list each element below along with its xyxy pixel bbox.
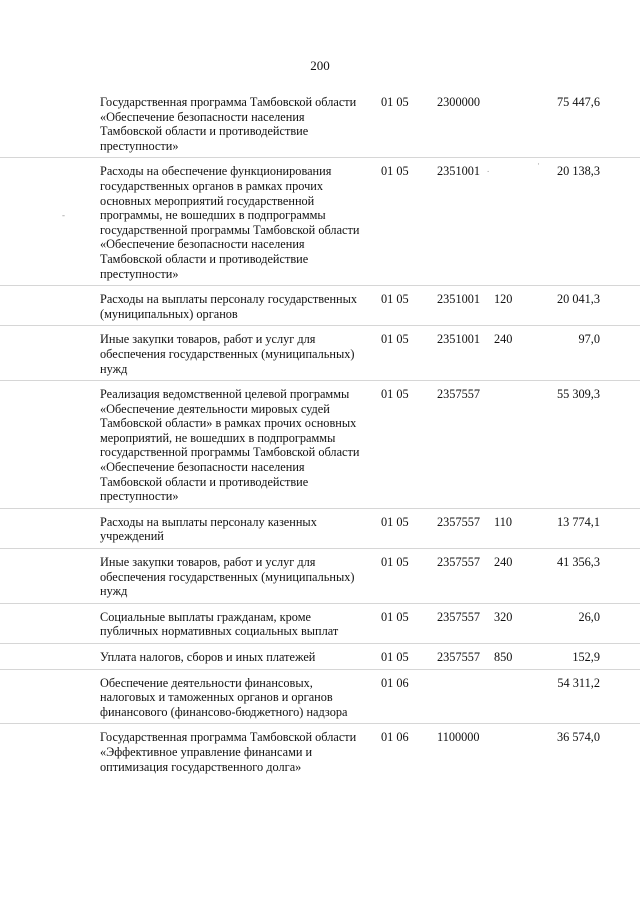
row-section-code: 01 06 — [381, 675, 409, 690]
row-description: Реализация ведомственной целевой программы «Обеспечение деятельности мировых судей Тамбовской области» в рамках прочих основных мероприятий, не вошедших в подпрограммы государственной программы Тамбовской области «Обеспечение безопасности населения Тамбовской области и противодействие преступности» — [100, 387, 360, 504]
row-target-code: 2357557 — [437, 555, 481, 570]
scan-mark: . — [487, 164, 490, 174]
row-description: Иные закупки товаров, работ и услуг для обеспечения государственных (муниципальных) нужд — [100, 555, 355, 599]
row-description: Расходы на выплаты персоналу казенных учреждений — [100, 514, 317, 544]
row-amount: 20 138,3 — [556, 164, 600, 179]
row-amount: 20 041,3 — [556, 292, 600, 307]
row-description: Государственная программа Тамбовской области «Эффективное управление финансами и оптимизация государственного долга» — [100, 730, 357, 774]
row-description: Социальные выплаты гражданам, кроме публичных нормативных социальных выплат — [100, 609, 339, 639]
row-section-code: 01 05 — [381, 514, 409, 529]
row-target-code: 2357557 — [437, 514, 481, 529]
row-expense-type: 850 — [494, 650, 513, 664]
row-description: Уплата налогов, сборов и иных платежей — [100, 650, 316, 664]
row-amount: 152,9 — [572, 650, 600, 664]
row-description: Иные закупки товаров, работ и услуг для обеспечения государственных (муниципальных) нужд — [100, 332, 355, 376]
row-expense-type: 120 — [494, 292, 513, 307]
row-expense-type: 320 — [494, 609, 513, 624]
row-target-code: 2351001 — [437, 332, 481, 347]
table-row — [0, 95, 640, 158]
row-section-code: 01 05 — [381, 650, 409, 664]
row-target-code: 2357557 — [437, 609, 481, 624]
row-amount: 36 574,0 — [556, 730, 600, 745]
row-section-code: 01 05 — [381, 555, 409, 570]
row-description: Расходы на выплаты персоналу государственных (муниципальных) органов — [100, 292, 358, 321]
row-expense-type: 240 — [494, 555, 513, 570]
table-row — [0, 610, 640, 644]
budget-table — [0, 95, 640, 784]
row-amount: 26,0 — [578, 609, 600, 624]
row-description: Расходы на обеспечение функционирования государственных органов в рамках прочих основных мероприятий государственной программы, не вошедших в подпрограммы государственной программы Тамбовской области «Обеспечение безопасности населения Тамбовской области и противодействие преступности» — [100, 164, 360, 281]
row-expense-type: 240 — [494, 332, 513, 347]
table-row — [0, 387, 640, 509]
row-amount: 13 774,1 — [556, 514, 600, 529]
scan-mark: - — [62, 210, 65, 220]
row-target-code: 2357557 — [437, 387, 481, 402]
row-amount: 54 311,2 — [557, 675, 600, 690]
row-description: Обеспечение деятельности финансовых, налоговых и таможенных органов и органов финансового (финансово-бюджетного) надзора — [100, 675, 348, 719]
row-amount: 55 309,3 — [556, 387, 600, 402]
row-description: Государственная программа Тамбовской области «Обеспечение безопасности населения Тамбовской области и противодействие преступности» — [100, 95, 357, 153]
table-row — [0, 676, 640, 725]
row-target-code: 2351001 — [437, 292, 481, 307]
row-section-code: 01 06 — [381, 730, 409, 745]
table-row — [0, 650, 640, 670]
table-row — [0, 292, 640, 326]
row-section-code: 01 05 — [381, 292, 409, 307]
table-row — [0, 332, 640, 381]
page-number: 200 — [310, 58, 330, 73]
row-amount: 97,0 — [578, 332, 600, 347]
row-section-code: 01 05 — [381, 332, 409, 347]
table-row — [0, 515, 640, 549]
table-row — [0, 164, 640, 286]
row-amount: 75 447,6 — [556, 95, 600, 109]
row-target-code: 2300000 — [437, 95, 481, 109]
row-amount: 41 356,3 — [556, 555, 600, 570]
row-section-code: 01 05 — [381, 387, 409, 402]
row-target-code: 2351001 — [437, 164, 481, 179]
row-section-code: 01 05 — [381, 164, 409, 179]
table-row — [0, 730, 640, 778]
table-row — [0, 555, 640, 604]
row-target-code: 1100000 — [437, 730, 480, 745]
row-section-code: 01 05 — [381, 95, 409, 109]
row-target-code: 2357557 — [437, 650, 481, 664]
row-section-code: 01 05 — [381, 609, 409, 624]
scan-mark: · — [537, 159, 540, 169]
row-expense-type: 110 — [494, 514, 512, 529]
